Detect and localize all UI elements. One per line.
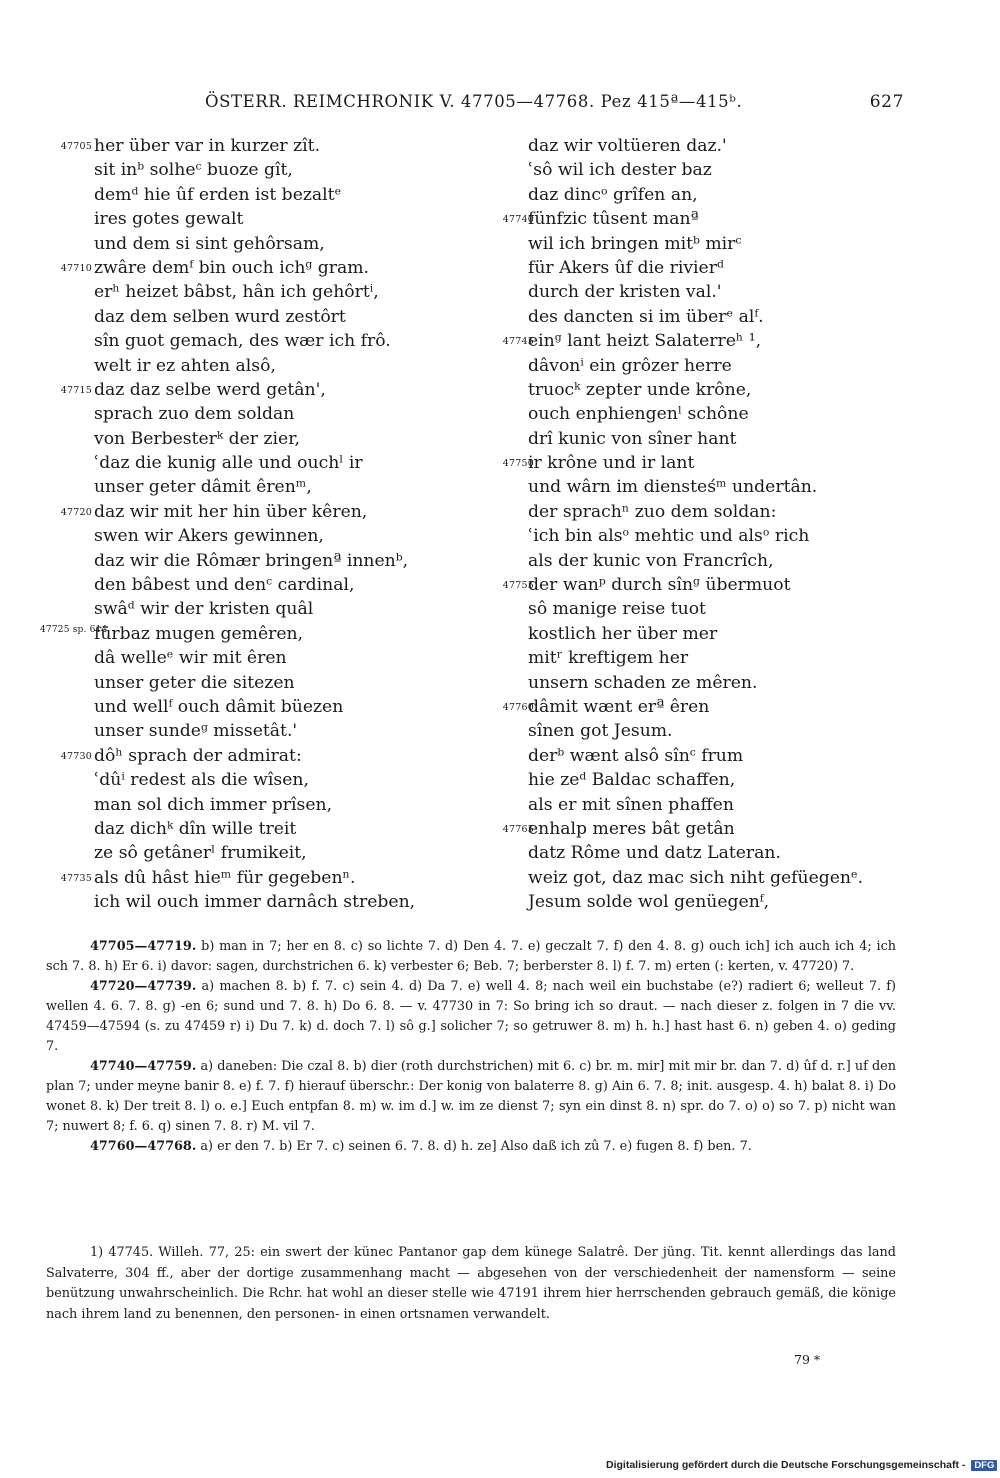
verse-text: unser geter die sitezen [94, 672, 295, 693]
page-number: 627 [869, 92, 904, 112]
verse-line [40, 573, 490, 597]
footnote-text: 1) 47745. Willeh. 77, 25: ein swert der künec Pantanor gap dem künege Salatrê. Der jüng. Tit. kennt allerdings das land Salvaterre, 304 ff., aber der dortige zusammenhang macht — abgesehen von der verschiedenheit der namensform — seine benützung unwahrscheinlich. Die Rchr. hat wohl an dieser stelle wie 47191 ihrem hier herrschenden gebrauch gemäß, die könige nach ihrem land zu benennen, den personen- in einen ortsnamen verwandelt. [46, 1245, 896, 1322]
verse-line [40, 451, 490, 475]
signature-mark: 79 * [794, 1352, 821, 1367]
verse-line [40, 158, 490, 182]
verse-line [482, 719, 912, 743]
verse-line [482, 768, 912, 792]
verse-line [482, 402, 912, 426]
verse-text: sîn guot gemach, des wær ich frô. [94, 331, 391, 352]
verse-text: dâmit wænt erª êren [528, 696, 710, 717]
verse-text: kostlich her über mer [528, 623, 718, 644]
verse-text: welt ir ez ahten alsô, [94, 355, 276, 376]
verse-line [40, 378, 490, 402]
verse-text: unser geter dâmit êrenᵐ, [94, 477, 312, 498]
line-number: 47735 [60, 872, 92, 884]
verse-line [40, 183, 490, 207]
verse-column-left [40, 134, 490, 915]
verse-line [482, 549, 912, 573]
verse-text: hie zeᵈ Baldac schaffen, [528, 770, 736, 791]
verse-text: sînen got Jesum. [528, 721, 673, 742]
verse-line [40, 817, 490, 841]
verse-line [40, 524, 490, 548]
apparatus-range: 47760—47768. [90, 1139, 197, 1154]
verse-text: sô manige reise tuot [528, 599, 706, 620]
verse-line [40, 671, 490, 695]
verse-text: man sol dich immer prîsen, [94, 794, 333, 815]
verse-text: ich wil ouch immer darnâch streben, [94, 892, 416, 913]
line-number: 47725 sp. 614 [40, 624, 108, 635]
verse-line [40, 549, 490, 573]
verse-line [40, 793, 490, 817]
line-number: 47715 [60, 384, 92, 396]
apparatus-entry [46, 977, 896, 1057]
verse-line [40, 475, 490, 499]
running-title: ÖSTERR. REIMCHRONIK V. 47705—47768. Pez 415ª—415ᵇ. [205, 92, 743, 111]
verse-line [482, 890, 912, 914]
line-number: 47710 [60, 262, 92, 274]
verse-line [482, 158, 912, 182]
verse-line [482, 305, 912, 329]
verse-text: unsern schaden ze mêren. [528, 672, 758, 693]
verse-text: ʿsô wil ich dester baz [528, 160, 712, 181]
verse-line [40, 646, 490, 670]
verse-line [40, 256, 490, 280]
verse-text: enhalp meres bât getân [528, 818, 735, 839]
line-number: 47760 [502, 701, 534, 713]
verse-line [40, 402, 490, 426]
verse-line [482, 451, 912, 475]
verse-text: des dancten si im überᵉ alᶠ. [528, 306, 764, 327]
verse-line [482, 232, 912, 256]
verse-text: her über var in kurzer zît. [94, 136, 321, 156]
apparatus-range: 47705—47719. [90, 939, 197, 954]
verse-line [40, 841, 490, 865]
line-number: 47730 [60, 750, 92, 762]
verse-text: und wârn im diensteśᵐ undertân. [528, 477, 818, 498]
apparatus-entry [46, 1137, 896, 1157]
verse-line [482, 817, 912, 841]
verse-text: ouch enphiengenˡ schône [528, 404, 749, 425]
verse-text: derᵇ wænt alsô sînᶜ frum [528, 745, 744, 766]
verse-line [482, 280, 912, 304]
verse-line [482, 378, 912, 402]
verse-line [482, 475, 912, 499]
verse-text: unser sundeᵍ missetât.' [94, 721, 298, 742]
verse-text: daz dincᵒ grîfen an, [528, 184, 698, 205]
verse-text: dôʰ sprach der admirat: [94, 745, 302, 766]
verse-line [40, 232, 490, 256]
verse-line [40, 134, 490, 158]
verse-line [482, 524, 912, 548]
verse-text: fürbaz mugen gemêren, [94, 623, 304, 644]
verse-text: einᵍ lant heizt Salaterreʰ ¹, [528, 331, 762, 352]
verse-text: erʰ heizet bâbst, hân ich gehôrtⁱ, [94, 282, 379, 303]
verse-line [40, 866, 490, 890]
verse-text: von Berbesterᵏ der zier, [94, 428, 300, 449]
verse-line [40, 622, 490, 646]
verse-line [482, 354, 912, 378]
footnote [46, 1243, 896, 1325]
verse-text: swâᵈ wir der kristen quâl [94, 599, 314, 620]
verse-line [40, 329, 490, 353]
verse-column-right [482, 134, 912, 915]
verse-text: daz wir mit her hin über kêren, [94, 501, 368, 522]
verse-text: demᵈ hie ûf erden ist bezaltᵉ [94, 184, 342, 205]
verse-text: ir krône und ir lant [528, 453, 695, 474]
verse-line [40, 427, 490, 451]
verse-text: und dem si sint gehôrsam, [94, 233, 325, 254]
apparatus-text: a) daneben: Die czal 8. b) dier (roth durchstrichen) mit 6. c) br. m. mir] mit mir br. dan 7. d) ûf d. r.] uf den plan 7; under meyne banir 8. e) f. 7. f) hierauf überschr.: Der konig von balaterre 8. g) Ain 6. 7. 8; init. ausgesp. 4. h) balat 8. i) Do wonet 8. k) Der treit 8. l) o. e.] Euch entpfan 8. m) w. im d.] w. im ze dienst 7; syn ein dinst 8. n) spr. do 7. o) o) so 7. p) nicht wan 7; nuwert 8; f. 6. q) sinen 7. 8. r) M. vil 7. [46, 1059, 896, 1134]
line-number: 47740 [502, 214, 534, 226]
verse-text: swen wir Akers gewinnen, [94, 526, 324, 547]
apparatus-range: 47740—47759. [90, 1059, 197, 1074]
verse-text: der wanᵖ durch sînᵍ übermuot [528, 575, 791, 596]
verse-text: durch der kristen val.' [528, 282, 722, 303]
verse-line [482, 134, 912, 158]
verse-text: der sprachⁿ zuo dem soldan: [528, 501, 777, 522]
verse-line [40, 890, 490, 914]
verse-line [482, 597, 912, 621]
line-number: 47720 [60, 506, 92, 518]
verse-text: zwâre demᶠ bin ouch ichᵍ gram. [94, 257, 369, 278]
verse-line [482, 793, 912, 817]
verse-text: ʿich bin alsᵒ mehtic und alsᵒ rich [528, 526, 810, 547]
verse-text: daz dem selben wurd zestôrt [94, 306, 346, 327]
verse-text: daz daz selbe werd getân', [94, 379, 326, 400]
verse-text: daz dichᵏ dîn wille treit [94, 818, 297, 839]
apparatus-entry [46, 1057, 896, 1137]
verse-line [40, 500, 490, 524]
verse-text: den bâbest und denᶜ cardinal, [94, 575, 355, 596]
verse-line [482, 744, 912, 768]
verse-text: drî kunic von sîner hant [528, 428, 737, 449]
verse-line [40, 207, 490, 231]
verse-text: ʿdaz die kunig alle und ouchˡ ir [94, 453, 363, 474]
verse-line [482, 329, 912, 353]
line-number: 47750 [502, 458, 534, 470]
verse-text: daz wir voltüeren daz.' [528, 136, 727, 156]
verse-text: Jesum solde wol genüegenᶠ, [528, 892, 770, 913]
running-header [0, 92, 1000, 118]
line-number: 47745 [502, 336, 534, 348]
verse-text: datz Rôme und datz Lateran. [528, 843, 781, 864]
verse-line [482, 183, 912, 207]
verse-text: ze sô getânerˡ frumikeit, [94, 843, 307, 864]
verse-line [482, 256, 912, 280]
verse-line [40, 305, 490, 329]
verse-text: als er mit sînen phaffen [528, 794, 734, 815]
digitization-note: Digitalisierung gefördert durch die Deutsche Forschungsgemeinschaft - [606, 1459, 966, 1471]
verse-text: als dû hâst hieᵐ für gegebenⁿ. [94, 867, 356, 888]
apparatus-text: b) man in 7; her en 8. c) so lichte 7. d) Den 4. 7. e) geczalt 7. f) den 4. 8. g) ouch ich] ich auch ich 4; ich sch 7. 8. h) Er 6. i) davor: sagen, durchstrichen 6. k) verbester 6; Beb. 7; berberster 8. l) f. 7. m) erten (: kerten, v. 47720) 7. [46, 939, 896, 974]
verse-line [482, 646, 912, 670]
verse-line [482, 695, 912, 719]
verse-line [482, 207, 912, 231]
apparatus-range: 47720—47739. [90, 979, 197, 994]
verse-text: und wellᶠ ouch dâmit büezen [94, 696, 344, 717]
line-number: 47705 [60, 141, 92, 152]
verse-text: daz wir die Rômær bringenª innenᵇ, [94, 550, 409, 571]
verse-text: dâvonⁱ ein grôzer herre [528, 355, 732, 376]
verse-line [482, 841, 912, 865]
apparatus-text: a) er den 7. b) Er 7. c) seinen 6. 7. 8. d) h. ze] Also daß ich zû 7. e) fugen 8. f) ben. 7. [200, 1139, 752, 1154]
line-number: 47755 [502, 580, 534, 592]
verse-line [40, 768, 490, 792]
verse-line [40, 280, 490, 304]
digitization-credit [606, 1459, 997, 1471]
verse-text: als der kunic von Francrîch, [528, 550, 774, 571]
verse-line [482, 671, 912, 695]
verse-line [482, 427, 912, 451]
dfg-logo: DFG [971, 1460, 997, 1471]
verse-text: truocᵏ zepter unde krône, [528, 379, 752, 400]
verse-line [482, 500, 912, 524]
apparatus-text: a) machen 8. b) f. 7. c) sein 4. d) Da 7. e) well 4. 8; nach weil ein buchstabe (e?) radiert 6; welleut 7. f) wellen 4. 6. 7. 8. g) -en 6; sund und 7. 8. h) Do 6. 8. — v. 47730 in 7: So bring ich so draut. — nach dieser z. folgen in 7 die vv. 47459—47594 (s. zu 47459 r) i) Du 7. k) d. doch 7. l) sô g.] solicher 7; so getruwer 8. m) h. h.] hast hast 6. n) geben 4. o) geding 7. [46, 979, 896, 1054]
verse-text: fünfzic tûsent manª [528, 209, 699, 230]
verse-line [40, 744, 490, 768]
apparatus-entry [46, 937, 896, 977]
verse-text: dâ welleᵉ wir mit êren [94, 648, 287, 669]
verse-line [482, 573, 912, 597]
verse-line [482, 622, 912, 646]
verse-text: sit inᵇ solheᶜ buoze gît, [94, 160, 293, 181]
verse-line [40, 695, 490, 719]
line-number: 47765 [502, 823, 534, 835]
verse-line [40, 354, 490, 378]
verse-text: ires gotes gewalt [94, 209, 244, 230]
verse-text: mitʳ kreftigem her [528, 648, 689, 669]
critical-apparatus [46, 937, 896, 1157]
verse-text: wil ich bringen mitᵇ mirᶜ [528, 233, 742, 254]
verse-line [482, 866, 912, 890]
verse-text: weiz got, daz mac sich niht gefüegenᵉ. [528, 867, 864, 888]
verse-text: ʿdûⁱ redest als die wîsen, [94, 770, 309, 791]
verse-line [40, 597, 490, 621]
verse-line [40, 719, 490, 743]
verse-text: sprach zuo dem soldan [94, 404, 295, 425]
verse-text: für Akers ûf die rivierᵈ [528, 257, 724, 278]
